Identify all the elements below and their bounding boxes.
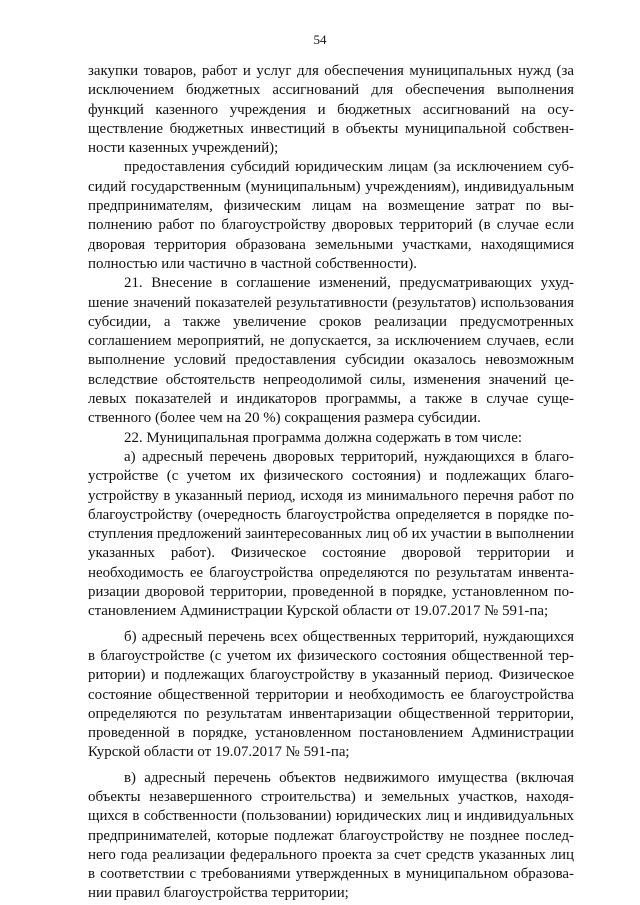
paragraph-22-program-contents: 22. Муниципальная программа должна содержать в том числе:: [124, 429, 522, 446]
page-number: 54: [313, 32, 327, 47]
paragraph-22a-yard-territories: а) адресный перечень дворовых территорий, нуждающихся в благоустройстве (с учетом их физического состояния) и подлежащих благоустройству в указанный период, исходя из минимального перечня работ по благоустройству (очередность благоустройства определяется в порядке поступления предложений заинтересованных лиц об их участии в выполнении указанных работ). Физическое состояние дворовой территории и необходимость ее благоустройства определяются по результатам инвентаризации дворовой территории, проведенной в порядке, установленном постановлением Администрации Курской области от 19.07.2017 № 591-па;: [88, 448, 574, 620]
paragraph-22b-public-territories: б) адресный перечень всех общественных территорий, нуждающихся в благоустройстве (с учетом их физического состояния общественной территории) и подлежащих благоустройству в указанный период. Физическое состояние общественной территории и необходимость ее благоустройства определяются по результатам инвентаризации общественной территории, проведенной в порядке, установленном постановлением Администрации Курской области от 19.07.2017 № 591-па;: [88, 628, 574, 761]
paragraph-21-agreement-changes: 21. Внесение в соглашение изменений, предусматривающих ухудшение значений показателей результативности (результатов) использования субсидии, а также увеличение сроков реализации предусмотренных соглашением мероприятий, не допускается, за исключением случаев, если выполнение условий предоставления субсидии оказалось невозможным вследствие обстоятельств непреодолимой силы, изменения значений целевых показателей и индикаторов программы, а также в случае существенного (более чем на 20 %) сокращения размера субсидии.: [88, 275, 574, 427]
body-text: [88, 62, 574, 904]
paragraph-subsidies: предоставления субсидий юридическим лицам (за исключением субсидий государственным (муниципальным) учреждениям), индивидуальным предпринимателям, физическим лицам на возмещение затрат по выполнению работ по благоустройству дворовых территорий (в случае если дворовая территория образована земельными участками, находящимися полностью или частично в частной собственности).: [88, 159, 574, 272]
paragraph-procurement: закупки товаров, работ и услуг для обеспечения муниципальных нужд (за исключением бюджетных ассигнований для обеспечения выполнения функций казенного учреждения и бюджетных ассигнований на осуществление бюджетных инвестиций в объекты муниципальной собственности казенных учреждений);: [88, 63, 574, 157]
paragraph-22v-real-estate: в) адресный перечень объектов недвижимого имущества (включая объекты незавершенного строительства) и земельных участков, находящихся в собственности (пользовании) юридических лиц и индивидуальных предпринимателей, которые подлежат благоустройству не позднее последнего года реализации федерального проекта за счет средств указанных лиц в соответствии с требованиями утвержденных в муниципальном образовании правил благоустройства территории;: [88, 769, 574, 902]
